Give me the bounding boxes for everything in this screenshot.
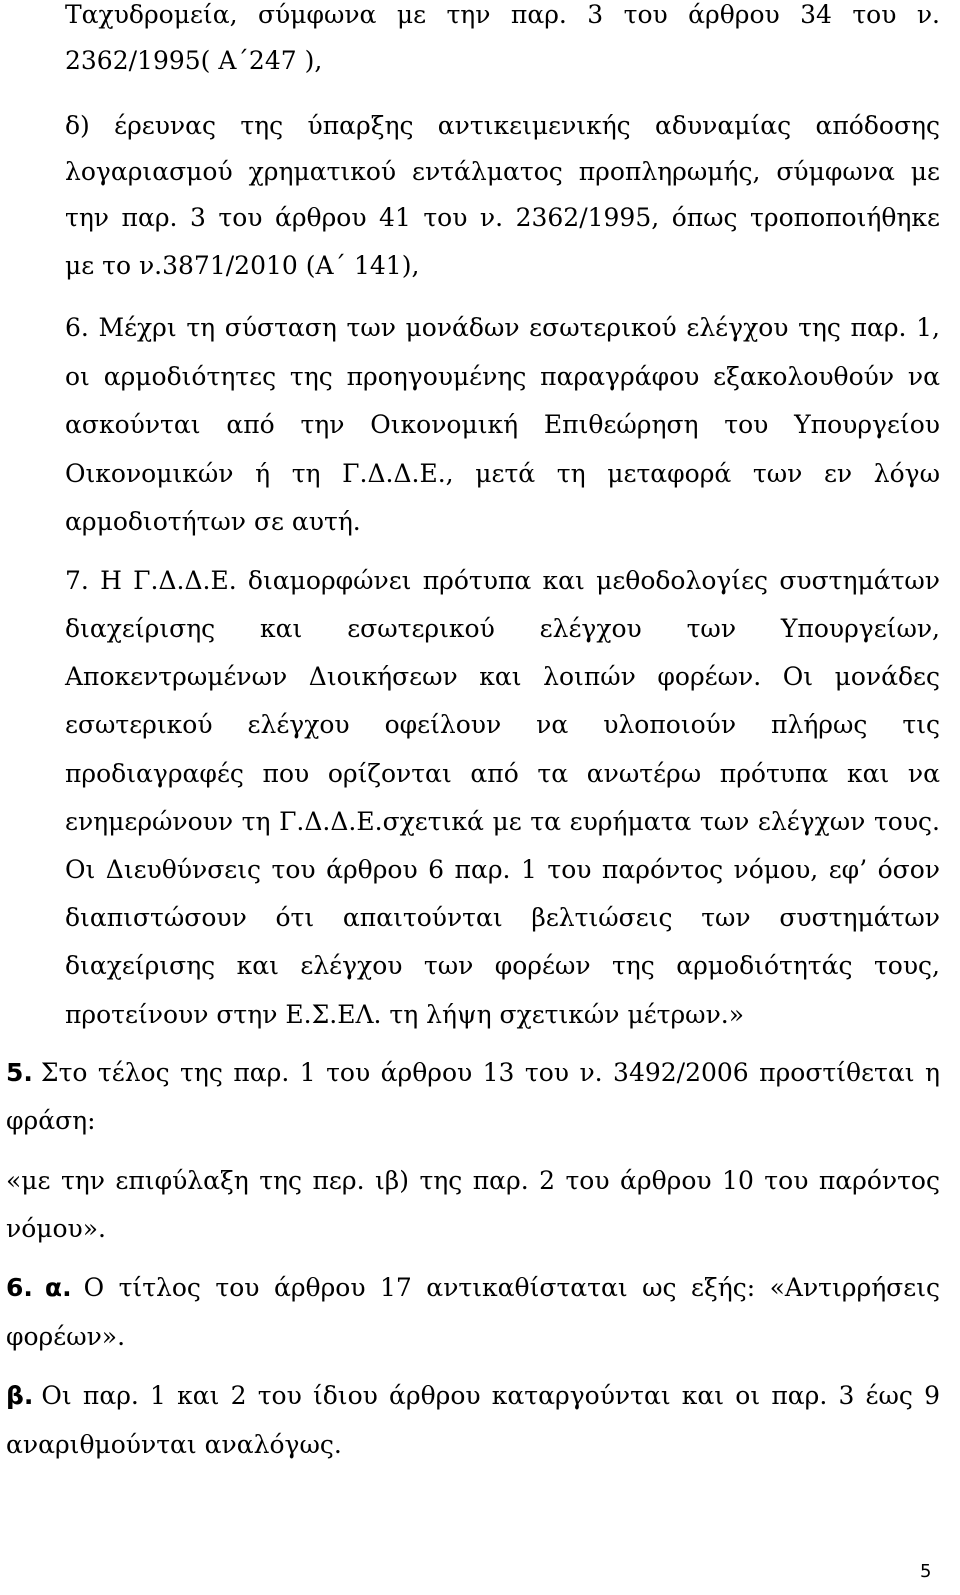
text-line: 2362/1995( Α΄247 ), <box>65 46 323 75</box>
text-line: Οι Διευθύνσεις του άρθρου 6 παρ. 1 του παρόντος νόμου, εφ’ όσον <box>65 855 940 884</box>
text-line: με το ν.3871/2010 (Α΄ 141), <box>65 251 420 280</box>
text-line: ενημερώνουν τη Γ.Δ.Δ.Ε.σχετικά με τα ευρήματα των ελέγχων τους. <box>65 807 940 836</box>
quote-line: «με την επιφύλαξη της περ. ιβ) της παρ. 2 του άρθρου 10 του παρόντος <box>6 1166 940 1195</box>
item-6a-label: α. <box>44 1273 72 1302</box>
text-line: διαχείρισης και ελέγχου των φορέων της αρμοδιότητάς τους, <box>65 951 940 980</box>
text-line: Οικονομικών ή τη Γ.Δ.Δ.Ε., μετά τη μεταφορά των εν λόγω <box>65 459 940 488</box>
text-line: νόμου». <box>6 1214 106 1243</box>
item-5-line <box>6 1058 940 1088</box>
text-line: αναριθμούνται αναλόγως. <box>6 1430 342 1459</box>
text-line: προτείνουν στην Ε.Σ.ΕΛ. τη λήψη σχετικών μέτρων.» <box>65 1000 745 1029</box>
text-line: προδιαγραφές που ορίζονται από τα ανωτέρω πρότυπα και να <box>65 759 940 788</box>
text-line: οι αρμοδιότητες της προηγουμένης παραγράφου εξακολουθούν να <box>65 362 940 391</box>
item-6-label: 6. <box>6 1273 33 1302</box>
text-line: φράση: <box>6 1106 96 1135</box>
text-line: ασκούνται από την Οικονομική Επιθεώρηση του Υπουργείου <box>65 410 940 439</box>
item-6a-line <box>6 1273 940 1303</box>
text-line: διαχείρισης και εσωτερικού ελέγχου των Υπουργείων, <box>65 614 940 643</box>
page-number: 5 <box>920 1561 932 1582</box>
item-6b-text: Οι παρ. 1 και 2 του ίδιου άρθρου καταργούνται και οι παρ. 3 έως 9 <box>41 1381 940 1410</box>
text-line: διαπιστώσουν ότι απαιτούνται βελτιώσεις των συστημάτων <box>65 903 940 932</box>
item-6a-text: Ο τίτλος του άρθρου 17 αντικαθίσταται ως εξής: «Αντιρρήσεις <box>83 1273 940 1302</box>
text-line: εσωτερικού ελέγχου οφείλουν να υλοποιούν πλήρως τις <box>65 710 940 739</box>
text-line: φορέων». <box>6 1322 126 1351</box>
text-line: αρμοδιοτήτων σε αυτή. <box>65 507 361 536</box>
text-line: Αποκεντρωμένων Διοικήσεων και λοιπών φορέων. Οι μονάδες <box>65 662 940 691</box>
item-5-text: Στο τέλος της παρ. 1 του άρθρου 13 του ν. 3492/2006 προστίθεται η <box>40 1058 940 1087</box>
text-line: 6. Μέχρι τη σύσταση των μονάδων εσωτερικού ελέγχου της παρ. 1, <box>65 313 940 342</box>
item-6b-label: β. <box>6 1381 34 1410</box>
text-line: λογαριασμού χρηματικού εντάλματος προπληρωμής, σύμφωνα με <box>65 157 940 186</box>
text-line: δ) έρευνας της ύπαρξης αντικειμενικής αδυναμίας απόδοσης <box>65 111 940 140</box>
text-line: Ταχυδρομεία, σύμφωνα με την παρ. 3 του άρθρου 34 του ν. <box>65 0 940 29</box>
item-5-label: 5. <box>6 1058 33 1087</box>
text-line: την παρ. 3 του άρθρου 41 του ν. 2362/1995, όπως τροποποιήθηκε <box>65 203 940 232</box>
text-line: 7. Η Γ.Δ.Δ.Ε. διαμορφώνει πρότυπα και μεθοδολογίες συστημάτων <box>65 566 940 595</box>
item-6b-line <box>6 1381 940 1411</box>
